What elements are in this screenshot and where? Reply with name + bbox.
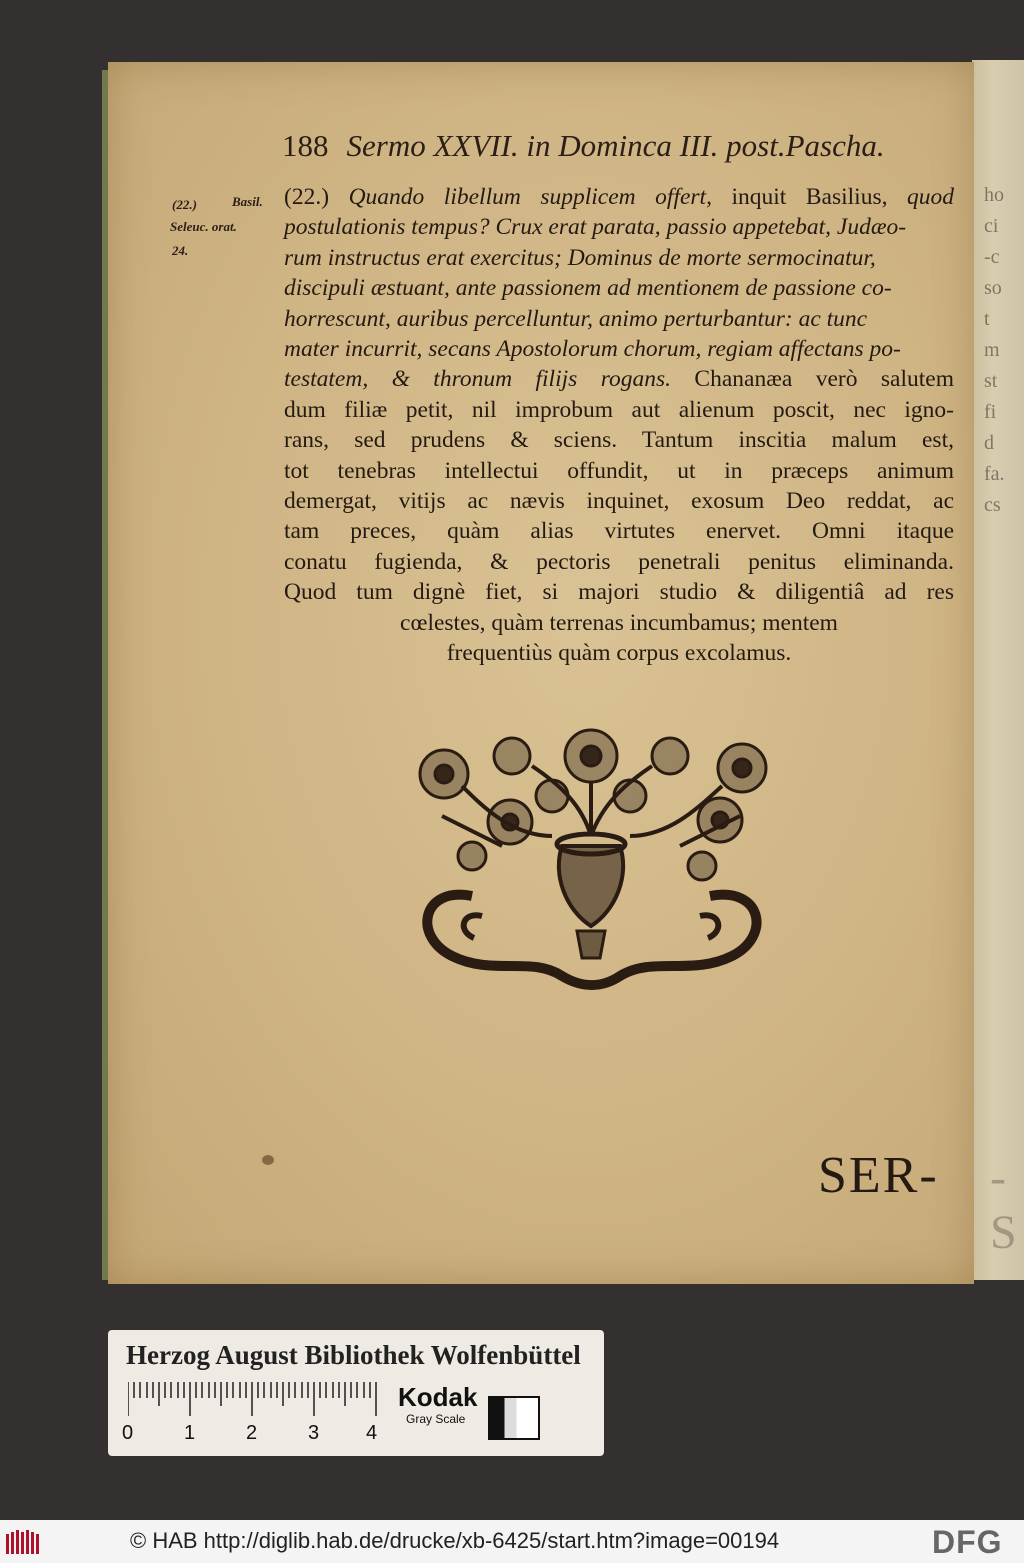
gray-scale-chip [488, 1396, 540, 1440]
running-header [282, 128, 922, 168]
margin-note-author: Basil. [232, 194, 263, 209]
text-line: Quod tum dignè fiet, si majori studio & diligentiâ ad res [284, 579, 954, 606]
floral-vase-ornament [402, 726, 780, 1006]
ruler-number: 3 [308, 1422, 320, 1444]
quote-continue: quod [907, 184, 955, 210]
margin-note-section: 24. [172, 243, 189, 258]
text-roman: Chananæa verò salutem [694, 366, 954, 393]
text-line: postulationis tempus? Crux erat parata, passio appetebat, Judæo- [284, 214, 907, 241]
facing-page-fragments: ho ci -c so t m st fi d fa. cs [984, 184, 1005, 516]
running-title: Sermo XXVII. in Dominca III. post.Pascha. [346, 128, 885, 163]
text-line: conatu fugienda, & pectoris penetrali penitus eliminanda. [284, 548, 954, 575]
text-line: mater incurrit, secans Apostolorum chorum, regiam affectans po- [284, 336, 901, 363]
gray-scale-label: Gray Scale [406, 1412, 466, 1426]
quote-start: Quando libellum supplicem offert, [348, 184, 712, 210]
margin-note-number: (22.) [172, 197, 197, 212]
hab-logo-icon [6, 1530, 42, 1556]
footer-bar [0, 1520, 1024, 1563]
text-line [284, 364, 954, 394]
measurement-ruler [128, 1382, 378, 1422]
text-line: discipuli æstuant, ante passionem ad mentionem de passione co- [284, 275, 892, 302]
text-line: tot tenebras intellectui offundit, ut in præceps animum [284, 457, 954, 484]
institution-name: Herzog August Bibliothek Wolfenbüttel [126, 1340, 581, 1370]
text-line: dum filiæ petit, nil improbum aut alienum poscit, nec igno- [284, 396, 954, 423]
ruler-number: 0 [122, 1422, 134, 1444]
dfg-logo: DFG [932, 1524, 1003, 1560]
copyright-credit: © HAB http://diglib.hab.de/drucke/xb-6425/start.htm?image=00194 [130, 1528, 780, 1553]
text-line: horrescunt, auribus percelluntur, animo perturbantur: ac tunc [284, 305, 868, 332]
ink-stain [262, 1155, 274, 1165]
catchword: SER- [818, 1147, 939, 1204]
main-text [284, 182, 954, 669]
text-line: rans, sed prudens & sciens. Tantum inscitia malum est, [284, 427, 954, 454]
attribution: inquit Basilius, [731, 184, 888, 210]
text-line: demergat, vitijs ac nævis inquinet, exosum Deo reddat, ac [284, 488, 954, 515]
page-number: 188 [282, 128, 329, 163]
text-line: rum instructus erat exercitus; Dominus de morte sermocinatur, [284, 244, 876, 271]
quote-end: testatem, & thronum filijs rogans. [284, 366, 671, 393]
ruler-number: 1 [184, 1422, 196, 1444]
margin-note-source: Seleuc. orat. [170, 219, 237, 234]
facing-page-catchword: -S [990, 1151, 1017, 1259]
text-line-1 [284, 182, 954, 212]
text-line: cœlestes, quàm terrenas incumbamus; mentem [400, 609, 838, 636]
text-line: tam preces, quàm alias virtutes enervet. Omni itaque [284, 518, 954, 545]
ruler-number: 2 [246, 1422, 258, 1444]
text-line: frequentiùs quàm corpus excolamus. [446, 640, 792, 667]
kodak-brand: Kodak [398, 1382, 478, 1412]
library-reference-card [108, 1330, 604, 1456]
ruler-number: 4 [366, 1422, 378, 1444]
note-marker: (22.) [284, 184, 330, 210]
